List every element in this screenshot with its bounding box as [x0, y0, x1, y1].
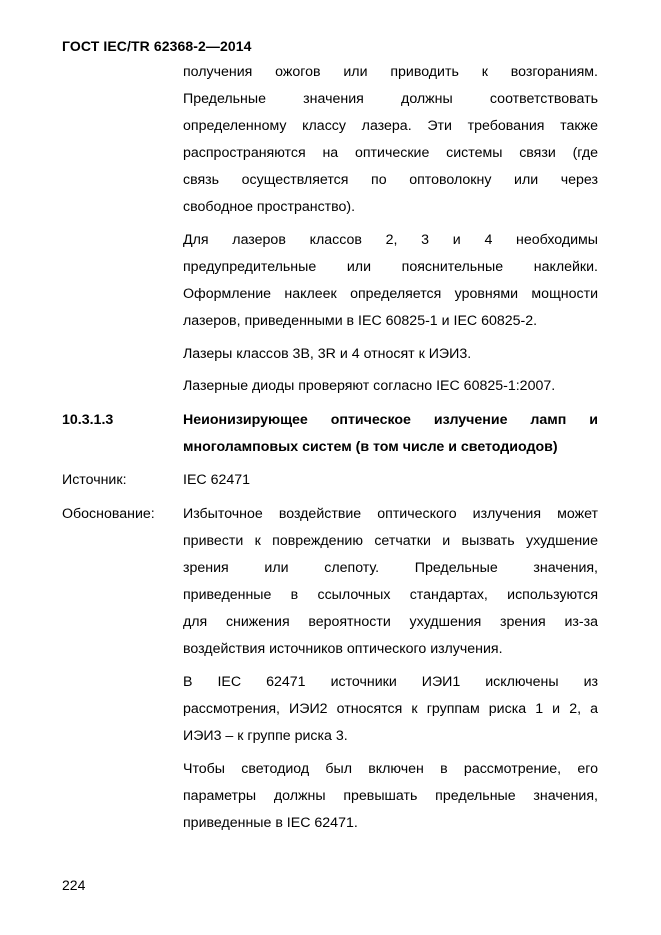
text-line: лазеров, приведенными в IEC 60825-1 и IEC 60825-2.	[183, 313, 538, 329]
text-line: приведенные в IEC 62471.	[183, 815, 358, 831]
text-line: приведенные в ссылочных стандартах, используются	[183, 587, 598, 603]
paragraph-laser-labels	[183, 227, 598, 335]
text-line: IEC 62471	[183, 472, 251, 488]
text-line: получения ожогов или приводить к возгораниям.	[183, 64, 598, 80]
text-line: многоламповых систем (в том числе и светодиодов)	[183, 439, 558, 455]
document-header: ГОСТ IEC/TR 62368-2—2014	[62, 38, 252, 54]
text-line: свободное пространство).	[183, 199, 356, 215]
text-line: В IEC 62471 источники ИЭИ1 исключены из	[183, 674, 598, 690]
text-line: параметры должны превышать предельные значения,	[183, 788, 598, 804]
text-line: для снижения вероятности ухудшения зрения из-за	[183, 614, 598, 630]
rationale-label: Обоснование:	[62, 506, 155, 522]
text-line: привести к повреждению сетчатки и вызвать ухудшение	[183, 533, 598, 549]
text-line: Предельные значения должны соответствовать	[183, 91, 598, 107]
section-title	[183, 407, 598, 461]
paragraph-laser-classes	[183, 341, 598, 368]
source-value	[183, 467, 598, 494]
text-line: Избыточное воздействие оптического излучения может	[183, 506, 598, 522]
rationale-text	[183, 501, 598, 663]
paragraph-led-inclusion	[183, 756, 598, 837]
text-line: Оформление наклеек определяется уровнями мощности	[183, 286, 598, 302]
paragraph-laser-limits	[183, 59, 598, 221]
text-line: определенному классу лазера. Эти требования также	[183, 118, 598, 134]
text-line: связь осуществляется по оптоволокну или через	[183, 172, 598, 188]
text-line: зрения или слепоту. Предельные значения,	[183, 560, 598, 576]
text-line: Для лазеров классов 2, 3 и 4 необходимы	[183, 232, 598, 248]
text-line: ИЭИ3 – к группе риска 3.	[183, 728, 348, 744]
paragraph-laser-diodes	[183, 373, 598, 400]
text-line: рассмотрения, ИЭИ2 относятся к группам риска 1 и 2, а	[183, 701, 598, 717]
section-number: 10.3.1.3	[62, 412, 114, 428]
text-line: Лазерные диоды проверяют согласно IEC 60825-1:2007.	[183, 378, 556, 394]
paragraph-risk-groups	[183, 669, 598, 750]
text-line: Лазеры классов 3B, 3R и 4 относят к ИЭИ3.	[183, 346, 472, 362]
text-line: воздействия источников оптического излучения.	[183, 641, 503, 657]
text-line: Чтобы светодиод был включен в рассмотрение, его	[183, 761, 598, 777]
text-line: распространяются на оптические системы связи (где	[183, 145, 598, 161]
source-label: Источник:	[62, 472, 127, 488]
text-line: предупредительные или пояснительные наклейки.	[183, 259, 598, 275]
text-line: Неионизирующее оптическое излучение ламп и	[183, 412, 598, 428]
page-number: 224	[62, 877, 86, 893]
